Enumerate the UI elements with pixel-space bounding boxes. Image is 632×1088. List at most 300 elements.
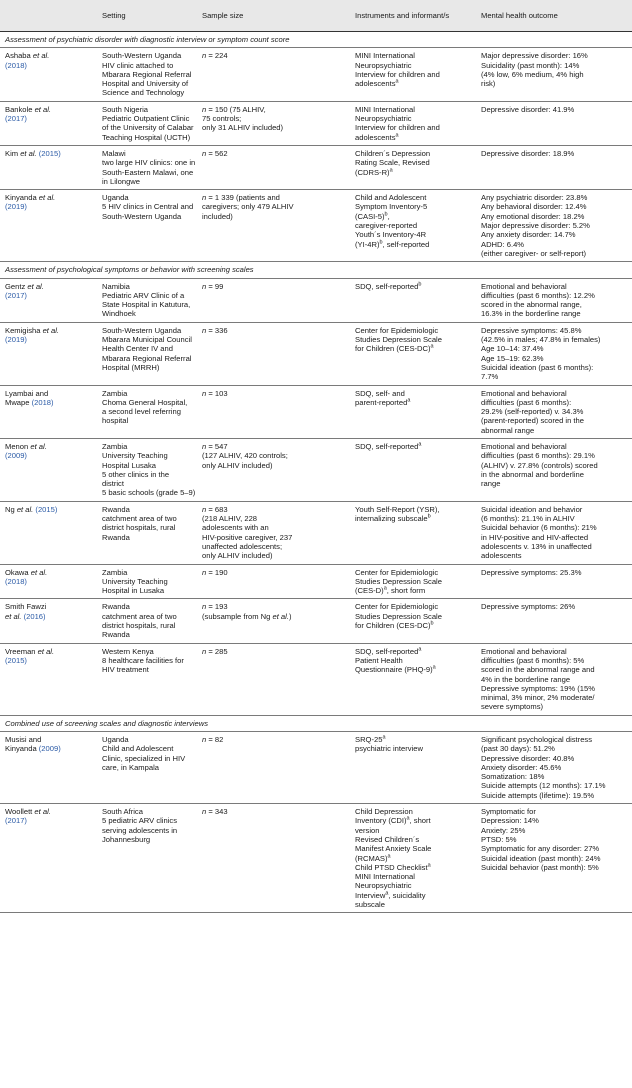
instruments-line — [355, 389, 472, 398]
text-segment: Interview for children and — [355, 123, 440, 133]
citation-year: (2017) — [5, 290, 27, 300]
sample-n-symbol: n — [202, 504, 207, 514]
header-instruments: Instruments and informant/s — [350, 0, 476, 32]
text-segment: Rating Scale, Revised — [355, 158, 430, 168]
instruments-line — [355, 826, 472, 835]
sample-line — [202, 326, 346, 335]
table-row — [0, 732, 632, 804]
sample-n-symbol: n — [202, 281, 207, 291]
study-line — [5, 105, 93, 114]
outcome-line: 4% in the borderline range — [481, 674, 571, 684]
footnote-marker: a — [427, 862, 431, 869]
study-line — [5, 577, 93, 586]
sample-size-cell — [197, 385, 350, 438]
instruments-line — [355, 344, 472, 353]
text-segment: (218 ALHIV, 228 — [202, 514, 258, 524]
footnote-marker: a — [432, 664, 436, 671]
setting-cell — [97, 732, 197, 804]
text-segment: for Children (CES-DC) — [355, 621, 431, 631]
study-cell — [0, 599, 97, 643]
text-segment: , self-reported — [382, 239, 430, 249]
sample-line — [202, 389, 346, 398]
outcome-line: abnormal range — [481, 425, 535, 435]
setting-line: Hospital (MRRH) — [102, 362, 160, 372]
sample-size-cell — [197, 101, 350, 145]
study-line — [5, 326, 93, 335]
sample-size-cell — [197, 190, 350, 262]
instruments-line — [355, 816, 472, 825]
table-row — [0, 190, 632, 262]
outcome-line: Depressive disorder: 40.8% — [481, 753, 575, 763]
setting-line: in Lilongwe — [102, 176, 140, 186]
et-al-text: et al. — [42, 325, 60, 335]
study-cell — [0, 48, 97, 101]
setting-cell — [97, 190, 197, 262]
footnote-marker: b — [384, 211, 388, 218]
outcome-line: range — [481, 479, 501, 489]
setting-line: Child and Adolescent — [102, 744, 174, 754]
sample-line — [202, 123, 346, 132]
table-row — [0, 599, 632, 643]
text-segment: Studies Depression Scale — [355, 576, 442, 586]
table-row — [0, 278, 632, 322]
study-line — [5, 335, 93, 344]
setting-line: a second level referring — [102, 407, 181, 417]
sample-size-cell — [197, 278, 350, 322]
setting-line: district hospitals, rural — [102, 621, 176, 631]
outcome-line: difficulties (past 6 months): — [481, 397, 572, 407]
text-segment: only ALHIV included) — [202, 551, 273, 561]
instruments-line — [355, 872, 472, 881]
text-segment: (CASI-5) — [355, 211, 385, 221]
setting-line: two large HIV clinics: one in — [102, 158, 196, 168]
text-segment: Child PTSD Checklist — [355, 862, 428, 872]
et-al-text: et al. — [30, 567, 48, 577]
instruments-line — [355, 621, 472, 630]
outcome-line: severe symptoms) — [481, 702, 544, 712]
setting-line: serving adolescents in — [102, 825, 178, 835]
setting-line: Namibia — [102, 281, 130, 291]
study-line — [5, 612, 93, 621]
outcome-line: (ALHIV) v. 27.8% (controls) scored — [481, 460, 598, 470]
table-row — [0, 564, 632, 599]
text-segment: included) — [202, 211, 233, 221]
outcome-cell — [476, 48, 632, 101]
setting-cell — [97, 145, 197, 189]
instruments-line — [355, 647, 472, 656]
setting-line: Science and Technology — [102, 88, 185, 98]
sample-line — [202, 807, 346, 816]
text-segment: psychiatric interview — [355, 744, 423, 754]
footnote-marker: a — [383, 585, 387, 592]
citation-year: (2019) — [5, 335, 27, 345]
text-segment: Neuropsychiatric — [355, 114, 412, 124]
sample-line — [202, 149, 346, 158]
outcome-line: (6 months): 21.1% in ALHIV — [481, 514, 575, 524]
sample-line — [202, 514, 346, 523]
setting-line: Mbarara Regional Referral — [102, 69, 192, 79]
outcome-line: adolescents v. 13% in unaffected — [481, 541, 592, 551]
outcome-line: difficulties (past 6 months): 12.2% — [481, 290, 595, 300]
et-al-text: et al. — [38, 193, 56, 203]
et-al-text: et al. — [27, 281, 44, 291]
sample-size-cell — [197, 643, 350, 715]
text-segment: Kinyanda — [5, 193, 39, 203]
sample-n-symbol: n — [202, 325, 207, 335]
study-cell — [0, 278, 97, 322]
study-cell — [0, 190, 97, 262]
text-segment: Lyambai and — [5, 388, 49, 398]
study-cell — [0, 145, 97, 189]
citation-year: (2017) — [5, 114, 27, 124]
text-segment: Mwape — [5, 397, 32, 407]
footnote-marker: a — [406, 815, 410, 822]
text-segment: = 562 — [206, 148, 228, 158]
instruments-line — [355, 602, 472, 611]
text-segment: parent-reported — [355, 397, 408, 407]
outcome-cell — [476, 501, 632, 564]
text-segment: = 285 — [206, 646, 228, 656]
instruments-line — [355, 149, 472, 158]
instruments-line — [355, 577, 472, 586]
outcome-line: ADHD: 6.4% — [481, 239, 525, 249]
study-line — [5, 505, 93, 514]
et-al-text: et al. — [272, 611, 289, 621]
sample-line — [202, 442, 346, 451]
setting-cell — [97, 564, 197, 599]
text-segment: caregiver-reported — [355, 221, 418, 231]
setting-line: Health Center IV and — [102, 344, 173, 354]
setting-line: 8 healthcare facilities for — [102, 655, 184, 665]
text-segment: MINI International — [355, 51, 415, 61]
text-segment: Bankole — [5, 104, 35, 114]
outcome-cell — [476, 190, 632, 262]
setting-line: Mbarara Regional Referral — [102, 353, 192, 363]
instruments-cell — [350, 732, 476, 804]
outcome-line: difficulties (past 6 months): 5% — [481, 655, 585, 665]
sample-line — [202, 114, 346, 123]
setting-line: Clinic, specialized in HIV — [102, 753, 186, 763]
instruments-line — [355, 212, 472, 221]
footnote-marker: b — [430, 620, 434, 627]
instruments-cell — [350, 385, 476, 438]
instruments-cell — [350, 278, 476, 322]
text-segment: Kim — [5, 148, 21, 158]
instruments-line — [355, 398, 472, 407]
setting-line: Hospital in Lusaka — [102, 586, 165, 596]
text-segment: (RCMAS) — [355, 853, 388, 863]
sample-line — [202, 51, 346, 60]
outcome-cell — [476, 322, 632, 385]
section-heading: Assessment of psychological symptoms or behavior with screening scales — [0, 262, 632, 278]
instruments-line — [355, 70, 472, 79]
study-line — [5, 647, 93, 656]
text-segment: = 193 — [206, 602, 228, 612]
outcome-line: Depressive symptoms: 25.3% — [481, 567, 582, 577]
study-line — [5, 656, 93, 665]
study-line — [5, 568, 93, 577]
sample-n-symbol: n — [202, 646, 207, 656]
instruments-line — [355, 79, 472, 88]
text-segment: Vreeman — [5, 646, 38, 656]
header-sample-size: Sample size — [197, 0, 350, 32]
text-segment: MINI International — [355, 872, 415, 882]
sample-size-cell — [197, 322, 350, 385]
instruments-cell — [350, 438, 476, 501]
sample-size-cell — [197, 804, 350, 913]
instruments-cell — [350, 599, 476, 643]
text-segment: SRQ-25 — [355, 735, 383, 744]
et-al-text: et al. — [5, 611, 22, 621]
setting-line: South-Western Uganda — [102, 211, 182, 221]
setting-line: Uganda — [102, 735, 129, 744]
table-row — [0, 385, 632, 438]
outcome-line: (past 30 days): 51.2% — [481, 744, 555, 754]
sample-line — [202, 568, 346, 577]
outcome-line: in the abnormal and borderline — [481, 469, 585, 479]
outcome-line: 29.2% (self-reported) v. 34.3% — [481, 407, 584, 417]
outcome-line: Depression: 14% — [481, 816, 539, 826]
setting-line: Rwanda — [102, 602, 130, 612]
outcome-line: 16.3% in the borderline range — [481, 309, 581, 319]
citation-year: (2017) — [5, 816, 27, 826]
text-segment: Interview for children and — [355, 69, 440, 79]
setting-line: Malawi — [102, 148, 126, 158]
text-segment: = 547 — [206, 441, 228, 451]
outcome-line: Suicidal behavior (6 months): 21% — [481, 523, 597, 533]
footnote-marker: b — [427, 513, 431, 520]
text-segment: = 343 — [206, 807, 228, 817]
instruments-cell — [350, 101, 476, 145]
study-line — [5, 149, 93, 158]
text-segment: Youth´s Inventory-4R — [355, 230, 427, 240]
setting-cell — [97, 48, 197, 101]
setting-line: Zambia — [102, 567, 128, 577]
setting-line: Pediatric ARV Clinic of a — [102, 290, 185, 300]
table-row — [0, 438, 632, 501]
footnote-marker: a — [395, 132, 399, 139]
text-segment: Patient Health — [355, 655, 403, 665]
text-segment: only ALHIV included) — [202, 460, 273, 470]
setting-line: State Hospital in Katutura, — [102, 300, 191, 310]
sample-size-cell — [197, 732, 350, 804]
instruments-line — [355, 863, 472, 872]
section-heading-row — [0, 262, 632, 278]
outcome-line: Suicide attempts (12 months): 17.1% — [481, 781, 606, 791]
instruments-line — [355, 586, 472, 595]
section-heading-row — [0, 715, 632, 731]
instruments-line — [355, 335, 472, 344]
et-al-text: et al. — [20, 148, 37, 158]
text-segment: Center for Epidemiologic — [355, 325, 439, 335]
footnote-marker: a — [385, 890, 389, 897]
setting-line: HIV clinic attached to — [102, 60, 174, 70]
header-outcome: Mental health outcome — [476, 0, 632, 32]
instruments-line — [355, 854, 472, 863]
text-segment: (subsample from Ng — [202, 611, 273, 621]
outcome-line: difficulties (past 6 months): 29.1% — [481, 451, 595, 461]
instruments-line — [355, 230, 472, 239]
et-al-text: et al. — [30, 441, 47, 451]
et-al-text: et al. — [37, 646, 55, 656]
outcome-line: Depressive symptoms: 19% (15% — [481, 683, 595, 693]
outcome-line: Somatization: 18% — [481, 772, 545, 782]
text-segment: only 31 ALHIV included) — [202, 123, 284, 133]
setting-line: Uganda — [102, 193, 129, 203]
text-segment: Kemigisha — [5, 325, 43, 335]
instruments-line — [355, 51, 472, 60]
sample-n-symbol: n — [202, 602, 207, 612]
footnote-marker: a — [389, 167, 393, 174]
instruments-line — [355, 744, 472, 753]
text-segment: Neuropsychiatric — [355, 881, 412, 891]
sample-size-cell — [197, 599, 350, 643]
outcome-line: Suicide attempts (lifetime): 19.5% — [481, 790, 595, 800]
instruments-line — [355, 240, 472, 249]
et-al-text: et al. — [34, 807, 51, 817]
sample-size-cell — [197, 48, 350, 101]
setting-line: Pediatric Outpatient Clinic — [102, 114, 190, 124]
setting-cell — [97, 278, 197, 322]
outcome-line: in HIV-positive and HIV-affected — [481, 532, 589, 542]
table-row — [0, 101, 632, 145]
setting-line: South Africa — [102, 807, 143, 817]
citation-year: (2018) — [31, 397, 54, 407]
instruments-line — [355, 326, 472, 335]
footnote-marker: a — [418, 441, 422, 448]
setting-line: Zambia — [102, 388, 128, 398]
text-segment: = 224 — [206, 51, 228, 61]
text-segment: , — [387, 211, 390, 221]
instruments-line — [355, 900, 472, 909]
study-cell — [0, 501, 97, 564]
sample-line — [202, 212, 346, 221]
study-line — [5, 61, 93, 70]
footnote-marker: a — [395, 78, 399, 85]
sample-line — [202, 202, 346, 211]
text-segment: SDQ, self- and — [355, 388, 405, 398]
study-cell — [0, 438, 97, 501]
text-segment: , short — [409, 816, 431, 826]
setting-line: University Teaching — [102, 451, 168, 461]
study-cell — [0, 385, 97, 438]
instruments-line — [355, 105, 472, 114]
sample-size-cell — [197, 145, 350, 189]
instruments-cell — [350, 643, 476, 715]
outcome-line: Depressive symptoms: 26% — [481, 602, 576, 612]
setting-line: catchment area of two — [102, 611, 177, 621]
setting-line: 5 pediatric ARV clinics — [102, 816, 177, 826]
header-study — [0, 0, 97, 32]
instruments-line — [355, 193, 472, 202]
setting-line: HIV treatment — [102, 665, 149, 675]
outcome-line: Suicidal ideation (past month): 24% — [481, 853, 601, 863]
outcome-line: Suicidal behavior (past month): 5% — [481, 862, 599, 872]
text-segment: Youth Self-Report (YSR), — [355, 504, 440, 514]
citation-year: (2015) — [35, 504, 58, 514]
text-segment: SDQ, self-reported — [355, 441, 419, 451]
outcome-cell — [476, 599, 632, 643]
sample-size-cell — [197, 501, 350, 564]
instruments-line — [355, 807, 472, 816]
text-segment: = 336 — [206, 325, 228, 335]
instruments-line — [355, 665, 472, 674]
instruments-line — [355, 612, 472, 621]
sample-line — [202, 451, 346, 460]
outcome-line: Age 15–19: 62.3% — [481, 353, 544, 363]
setting-line: district hospitals, rural — [102, 523, 176, 533]
text-segment: Studies Depression Scale — [355, 611, 442, 621]
setting-cell — [97, 643, 197, 715]
setting-cell — [97, 101, 197, 145]
text-segment: Center for Epidemiologic — [355, 602, 439, 612]
setting-line: South-Western Uganda — [102, 51, 182, 61]
sample-line — [202, 542, 346, 551]
outcome-cell — [476, 643, 632, 715]
citation-year: (2009) — [5, 451, 27, 461]
study-line — [5, 744, 93, 753]
footnote-marker: a — [407, 397, 411, 404]
footnote-marker: b — [379, 239, 383, 246]
outcome-line: Suicidality (past month): 14% — [481, 60, 580, 70]
outcome-line: Significant psychological distress — [481, 735, 593, 744]
study-line — [5, 398, 93, 407]
header-row — [0, 0, 632, 32]
setting-line: Choma General Hospital, — [102, 397, 188, 407]
setting-cell — [97, 501, 197, 564]
text-segment: Child and Adolescent — [355, 193, 427, 203]
setting-line: Hospital Lusaka — [102, 460, 157, 470]
citation-year: (2009) — [38, 744, 61, 754]
setting-line: Hospital and University of — [102, 79, 189, 89]
text-segment: Woollett — [5, 807, 35, 817]
instruments-cell — [350, 564, 476, 599]
text-segment: = 99 — [206, 281, 224, 291]
table-header — [0, 0, 632, 32]
table-row — [0, 501, 632, 564]
study-cell — [0, 322, 97, 385]
study-line — [5, 735, 93, 744]
instruments-line — [355, 844, 472, 853]
outcome-cell — [476, 804, 632, 913]
outcome-cell — [476, 732, 632, 804]
text-segment: = 150 (75 ALHIV, — [206, 104, 266, 114]
sample-line — [202, 647, 346, 656]
text-segment: Ng — [5, 504, 17, 514]
text-segment: = 683 — [206, 504, 228, 514]
et-al-text: et al. — [16, 504, 34, 514]
study-cell — [0, 564, 97, 599]
setting-line: Mbarara Municipal Council — [102, 335, 192, 345]
instruments-line — [355, 835, 472, 844]
setting-cell — [97, 804, 197, 913]
setting-line: Teaching Hospital (UCTH) — [102, 132, 191, 142]
sample-size-cell — [197, 438, 350, 501]
text-segment: Center for Epidemiologic — [355, 567, 439, 577]
instruments-cell — [350, 501, 476, 564]
text-segment: = 1 339 (patients and — [206, 193, 280, 203]
sample-line — [202, 602, 346, 611]
setting-line: district — [102, 479, 124, 489]
text-segment: adolescents — [355, 132, 396, 142]
text-segment: Revised Children´s — [355, 834, 420, 844]
text-segment: Manifest Anxiety Scale — [355, 844, 432, 854]
text-segment: Gentz — [5, 281, 28, 291]
text-segment: Musisi and — [5, 735, 42, 744]
text-segment: version — [355, 825, 380, 835]
sample-line — [202, 505, 346, 514]
outcome-line: Symptomatic for any disorder: 27% — [481, 844, 600, 854]
